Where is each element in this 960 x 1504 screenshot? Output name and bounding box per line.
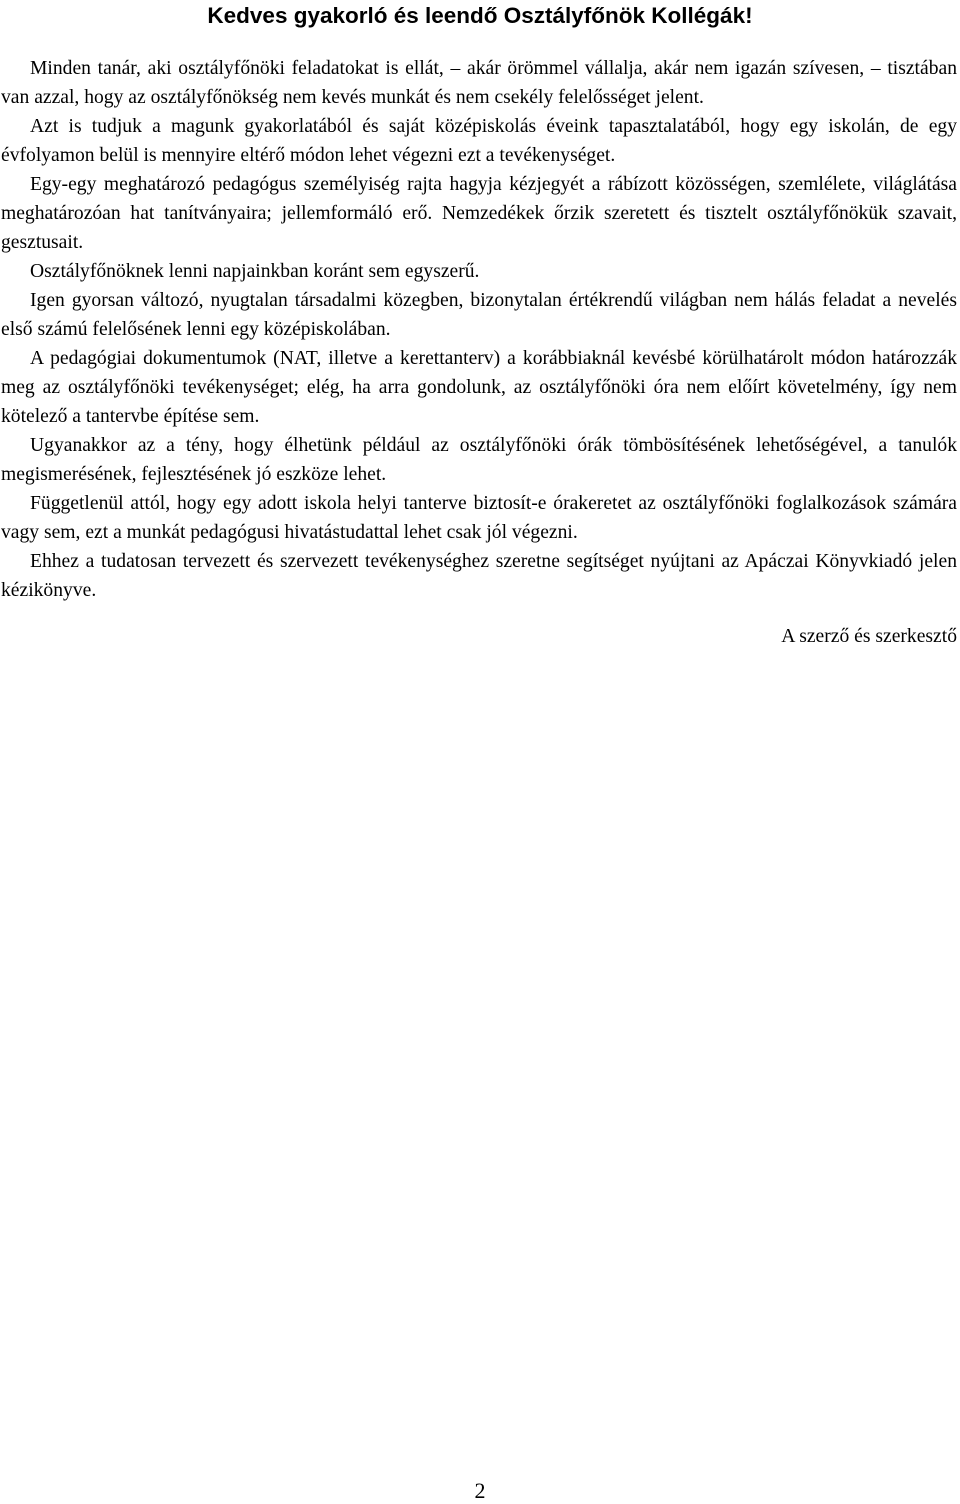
paragraph: Minden tanár, aki osztályfőnöki feladatokat is ellát, – akár örömmel vállalja, akár nem igazán szívesen, – tisztában van azzal, hogy az osztályfőnökség nem kevés munkát és nem csekély felelősséget jelent. [1, 58, 957, 108]
paragraph: Osztályfőnöknek lenni napjainkban koránt sem egyszerű. [30, 261, 480, 282]
paragraph: Függetlenül attól, hogy egy adott iskola helyi tanterve biztosít-e órakeretet az osztályfőnöki foglalkozások számára vagy sem, ezt a munkát pedagógusi hivatástudattal lehet csak jól végezni. [1, 493, 957, 543]
page-number: 2 [474, 1478, 486, 1503]
signature: A szerző és szerkesztő [781, 626, 957, 647]
paragraph: Egy-egy meghatározó pedagógus személyiség rajta hagyja kézjegyét a rábízott közösségen, szemlélete, világlátása meghatározóan hat tanítványaira; jellemformáló erő. Nemzedékek őrzik szeretett és tisztelt osztályfőnökük szavait, gesztusait. [1, 174, 957, 253]
page-title: Kedves gyakorló és leendő Osztályfőnök Kollégák! [207, 3, 753, 28]
paragraph: Ugyanakkor az a tény, hogy élhetünk például az osztályfőnöki órák tömbösítésének lehetőségével, a tanulók megismerésének, fejlesztésének jó eszköze lehet. [1, 435, 957, 485]
paragraph: Igen gyorsan változó, nyugtalan társadalmi közegben, bizonytalan értékrendű világban nem hálás feladat a nevelés első számú felelősének lenni egy középiskolában. [1, 290, 957, 340]
paragraph: A pedagógiai dokumentumok (NAT, illetve a kerettanterv) a korábbiaknál kevésbé körülhatárolt módon határozzák meg az osztályfőnöki tevékenységet; elég, ha arra gondolunk, az osztályfőnöki óra nem előírt követelmény, így nem kötelező a tantervbe építése sem. [1, 348, 957, 427]
body-text [1, 54, 957, 605]
paragraph: Ehhez a tudatosan tervezett és szervezett tevékenységhez szeretne segítséget nyújtani az Apáczai Könyvkiadó jelen kézikönyve. [1, 551, 957, 601]
paragraph: Azt is tudjuk a magunk gyakorlatából és saját középiskolás éveink tapasztalatából, hogy egy iskolán, de egy évfolyamon belül is mennyire eltérő módon lehet végezni ezt a tevékenységet. [1, 116, 957, 166]
